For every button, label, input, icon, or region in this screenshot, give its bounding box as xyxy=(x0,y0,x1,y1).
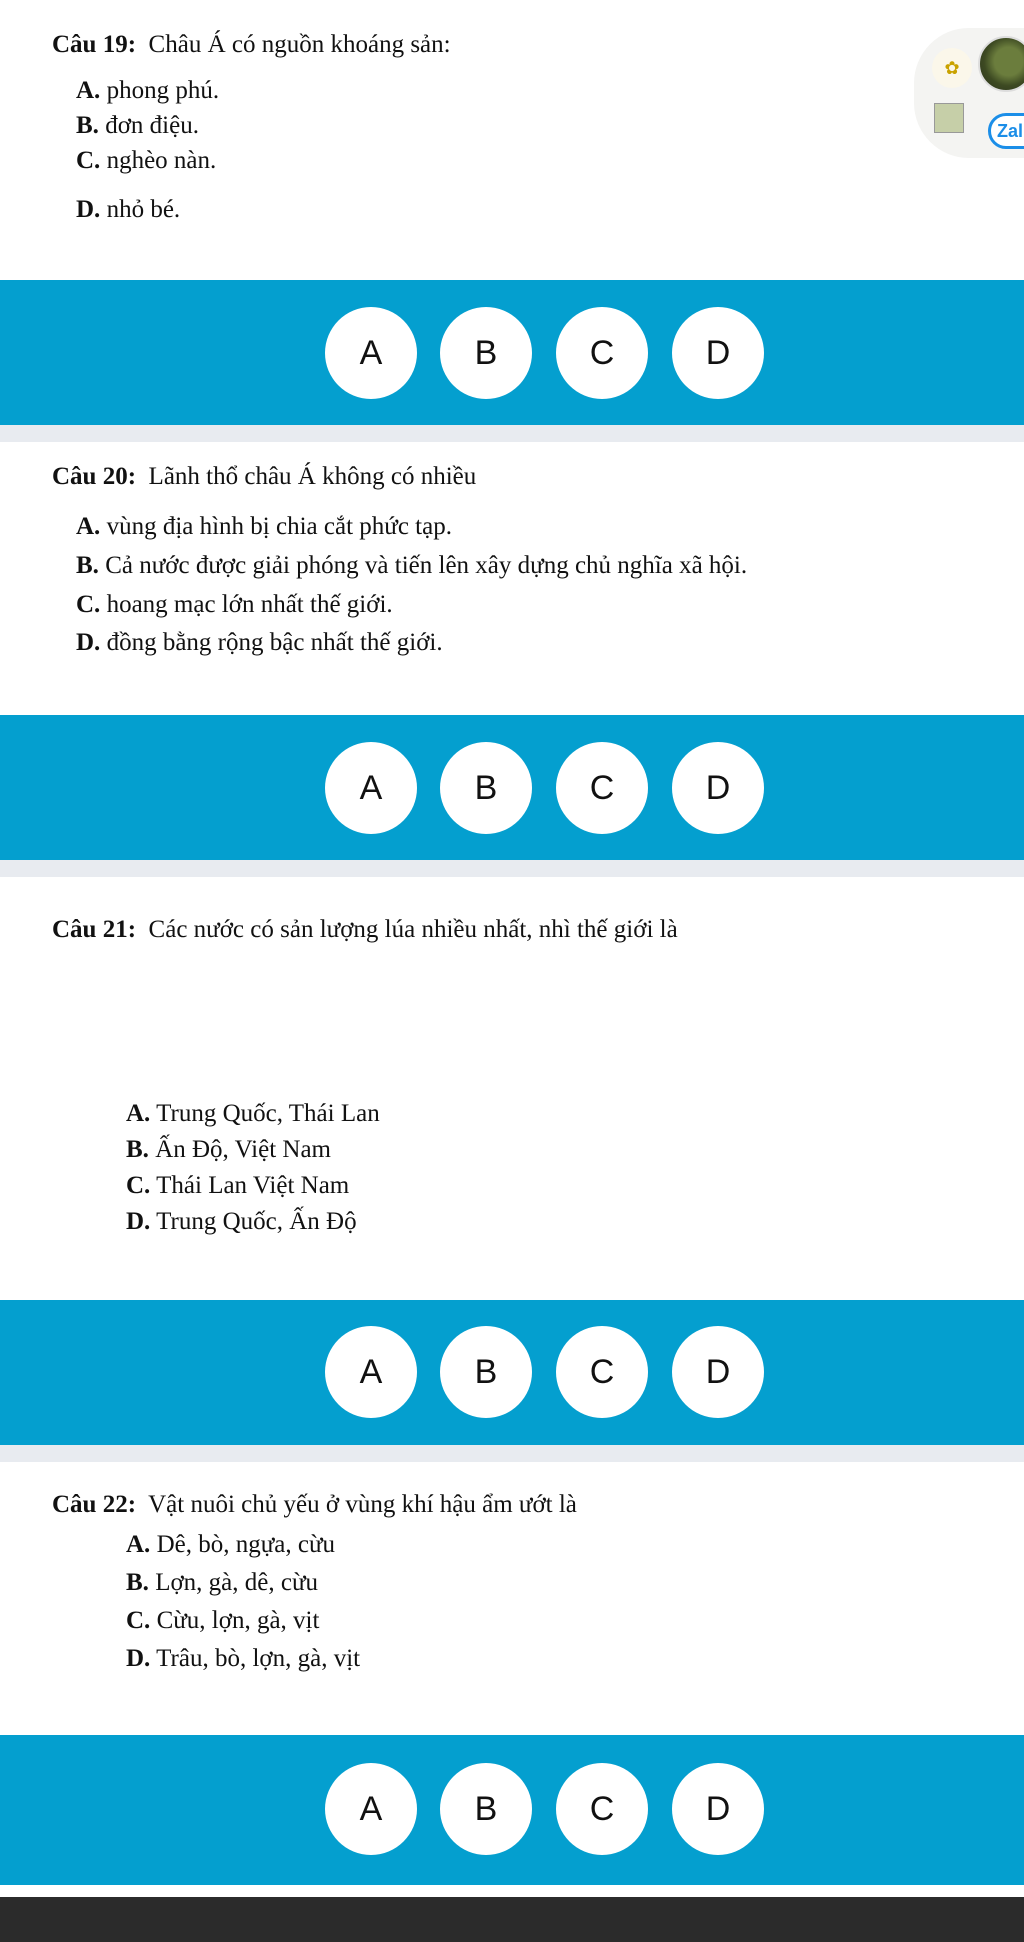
option-c: C. nghèo nàn. xyxy=(76,147,217,174)
answer-d-button[interactable]: D xyxy=(672,742,764,834)
separator xyxy=(0,1445,1024,1462)
option-d: D. Trâu, bò, lợn, gà, vịt xyxy=(126,1645,361,1672)
answer-band-22 xyxy=(0,1735,1024,1885)
avatar[interactable] xyxy=(978,36,1024,92)
question-title: Câu 20: Lãnh thổ châu Á không có nhiều xyxy=(52,463,477,490)
question-card-20 xyxy=(0,442,1024,715)
answer-c-button[interactable]: C xyxy=(556,742,648,834)
flower-sticker-icon[interactable]: ✿ xyxy=(932,48,972,88)
answer-b-button[interactable]: B xyxy=(440,1326,532,1418)
answer-a-button[interactable]: A xyxy=(325,1326,417,1418)
option-d: D. nhỏ bé. xyxy=(76,196,181,223)
answer-d-button[interactable]: D xyxy=(672,1326,764,1418)
option-b: B. Lợn, gà, dê, cừu xyxy=(126,1569,319,1596)
answer-a-button[interactable]: A xyxy=(325,307,417,399)
option-a: A. Trung Quốc, Thái Lan xyxy=(126,1100,380,1127)
image-thumbnail[interactable] xyxy=(934,103,964,133)
answer-c-button[interactable]: C xyxy=(556,1763,648,1855)
option-b: B. Ấn Độ, Việt Nam xyxy=(126,1136,331,1163)
question-title: Câu 22: Vật nuôi chủ yếu ở vùng khí hậu ẩm ướt là xyxy=(52,1491,577,1518)
separator xyxy=(0,425,1024,442)
answer-a-button[interactable]: A xyxy=(325,1763,417,1855)
option-a: A. vùng địa hình bị chia cắt phức tạp. xyxy=(76,513,452,540)
question-title: Câu 21: Các nước có sản lượng lúa nhiều nhất, nhì thế giới là xyxy=(52,916,678,943)
answer-b-button[interactable]: B xyxy=(440,1763,532,1855)
answer-a-button[interactable]: A xyxy=(325,742,417,834)
answer-band-19 xyxy=(0,280,1024,425)
floating-chat-widget[interactable] xyxy=(914,28,1024,158)
option-a: A. phong phú. xyxy=(76,77,220,104)
option-a: A. Dê, bò, ngựa, cừu xyxy=(126,1531,336,1558)
option-d: D. Trung Quốc, Ấn Độ xyxy=(126,1208,357,1235)
option-d: D. đồng bằng rộng bậc nhất thế giới. xyxy=(76,629,443,656)
option-c: C. hoang mạc lớn nhất thế giới. xyxy=(76,591,393,618)
answer-band-20 xyxy=(0,715,1024,860)
answer-band-21 xyxy=(0,1300,1024,1445)
answer-c-button[interactable]: C xyxy=(556,1326,648,1418)
zalo-badge[interactable]: Zal xyxy=(988,113,1024,149)
answer-b-button[interactable]: B xyxy=(440,742,532,834)
answer-c-button[interactable]: C xyxy=(556,307,648,399)
option-b: B. đơn điệu. xyxy=(76,112,199,139)
question-card-21 xyxy=(0,877,1024,1300)
question-card-22 xyxy=(0,1462,1024,1735)
option-c: C. Cừu, lợn, gà, vịt xyxy=(126,1607,320,1634)
bottom-navigation-bar xyxy=(0,1897,1024,1942)
answer-d-button[interactable]: D xyxy=(672,1763,764,1855)
option-b: B. Cả nước được giải phóng và tiến lên xây dựng chủ nghĩa xã hội. xyxy=(76,552,748,579)
separator xyxy=(0,1885,1024,1897)
question-title: Câu 19: Châu Á có nguồn khoáng sản: xyxy=(52,31,451,58)
question-card-19 xyxy=(0,0,1024,280)
answer-d-button[interactable]: D xyxy=(672,307,764,399)
option-c: C. Thái Lan Việt Nam xyxy=(126,1172,350,1199)
answer-b-button[interactable]: B xyxy=(440,307,532,399)
separator xyxy=(0,860,1024,877)
